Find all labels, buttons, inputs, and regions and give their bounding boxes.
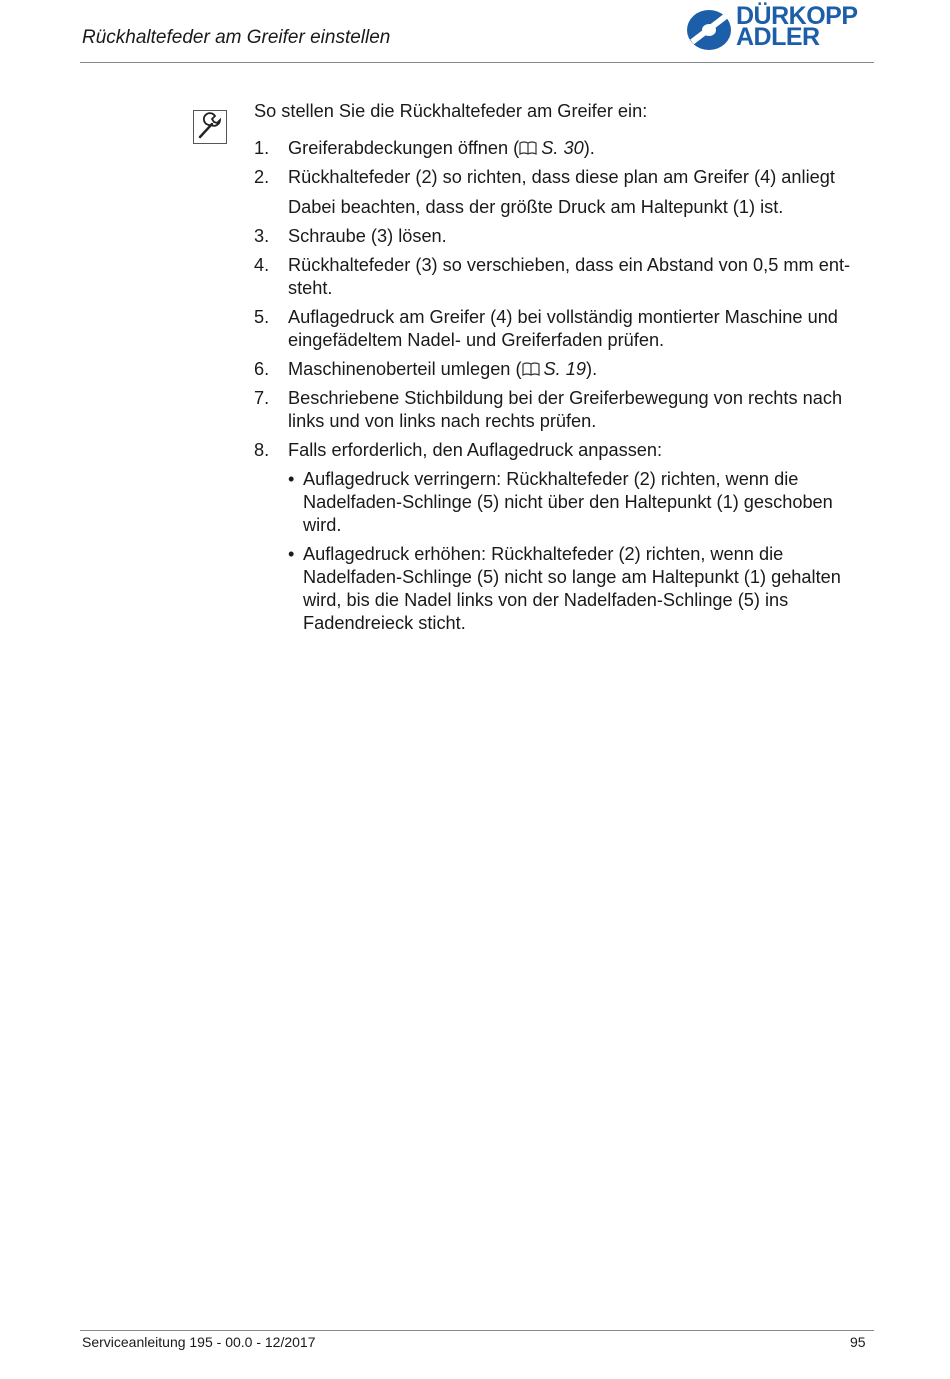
step-text: Beschriebene Stichbildung bei der Greiferbewegung von rechts nach links und von links nach rechts prüfen. xyxy=(288,388,843,431)
logo-line-1: DÜRKOPP xyxy=(736,2,858,30)
step-number: 2. xyxy=(254,167,270,187)
step-text: Rückhaltefeder (3) so verschieben, dass ein Abstand von 0,5 mm ent-steht. xyxy=(288,255,851,298)
page-reference-link[interactable]: S. 30 xyxy=(541,138,584,158)
step-text: Greiferabdeckungen öffnen ( xyxy=(288,138,520,158)
step-number: 1. xyxy=(254,138,270,158)
step-number: 5. xyxy=(254,307,270,327)
bullet-text: Auflagedruck erhöhen: Rückhaltefeder (2) richten, wenn die Nadelfaden-Schlinge (5) nicht so lange am Haltepunkt (1) gehalten wird, bis die Nadel links von der Nadelfaden-Schlinge (5) ins Fadendreieck sticht. xyxy=(303,544,841,633)
step-item xyxy=(254,358,869,381)
instruction-block xyxy=(254,100,869,641)
page-header-title: Rückhaltefeder am Greifer einstellen xyxy=(82,27,391,48)
step-text: Falls erforderlich, den Auflagedruck anpassen: xyxy=(288,440,663,460)
wrench-icon xyxy=(193,110,227,144)
page-number: 95 xyxy=(850,1334,866,1350)
bullet-list xyxy=(254,468,869,635)
step-text: Rückhaltefeder (2) so richten, dass diese plan am Greifer (4) anliegt xyxy=(288,167,835,187)
footer-divider xyxy=(80,1330,874,1331)
page-reference-link[interactable]: S. 19 xyxy=(543,359,587,379)
step-item xyxy=(254,137,869,160)
step-item xyxy=(254,439,869,462)
step-item xyxy=(254,254,869,300)
step-number: 4. xyxy=(254,255,270,275)
book-reference-icon xyxy=(519,141,537,156)
bullet-item xyxy=(288,468,869,537)
logo-line-2: ADLER xyxy=(736,23,820,51)
step-text-after: ). xyxy=(583,138,595,158)
bullet-dot: • xyxy=(288,544,295,564)
step-note: Dabei beachten, dass der größte Druck am Haltepunkt (1) ist. xyxy=(288,197,784,217)
step-number: 8. xyxy=(254,440,270,460)
duerkopp-adler-logo xyxy=(686,2,872,54)
step-text-after: ). xyxy=(586,359,598,379)
footer-document-info: Serviceanleitung 195 - 00.0 - 12/2017 xyxy=(82,1334,316,1350)
step-item xyxy=(254,387,869,433)
step-item xyxy=(254,306,869,352)
logo-text xyxy=(736,2,858,51)
bullet-item xyxy=(288,543,869,635)
step-text: Auflagedruck am Greifer (4) bei vollständig montierter Maschine und eingefädeltem Nadel- und Greiferfaden prüfen. xyxy=(288,307,838,350)
bullet-dot: • xyxy=(288,469,295,489)
bullet-text: Auflagedruck verringern: Rückhaltefeder (2) richten, wenn die Nadelfaden-Schlinge (5) nicht über den Haltepunkt (1) geschoben wird. xyxy=(303,469,833,535)
step-text: Schraube (3) lösen. xyxy=(288,226,447,246)
book-reference-icon xyxy=(522,362,540,377)
step-item xyxy=(254,166,869,219)
step-number: 7. xyxy=(254,388,270,408)
instruction-intro: So stellen Sie die Rückhaltefeder am Greifer ein: xyxy=(254,101,648,121)
step-number: 3. xyxy=(254,226,270,246)
header-divider xyxy=(80,62,874,63)
step-number: 6. xyxy=(254,359,270,379)
logo-mark-icon xyxy=(686,8,732,52)
step-item xyxy=(254,225,869,248)
step-text: Maschinenoberteil umlegen ( xyxy=(288,359,522,379)
